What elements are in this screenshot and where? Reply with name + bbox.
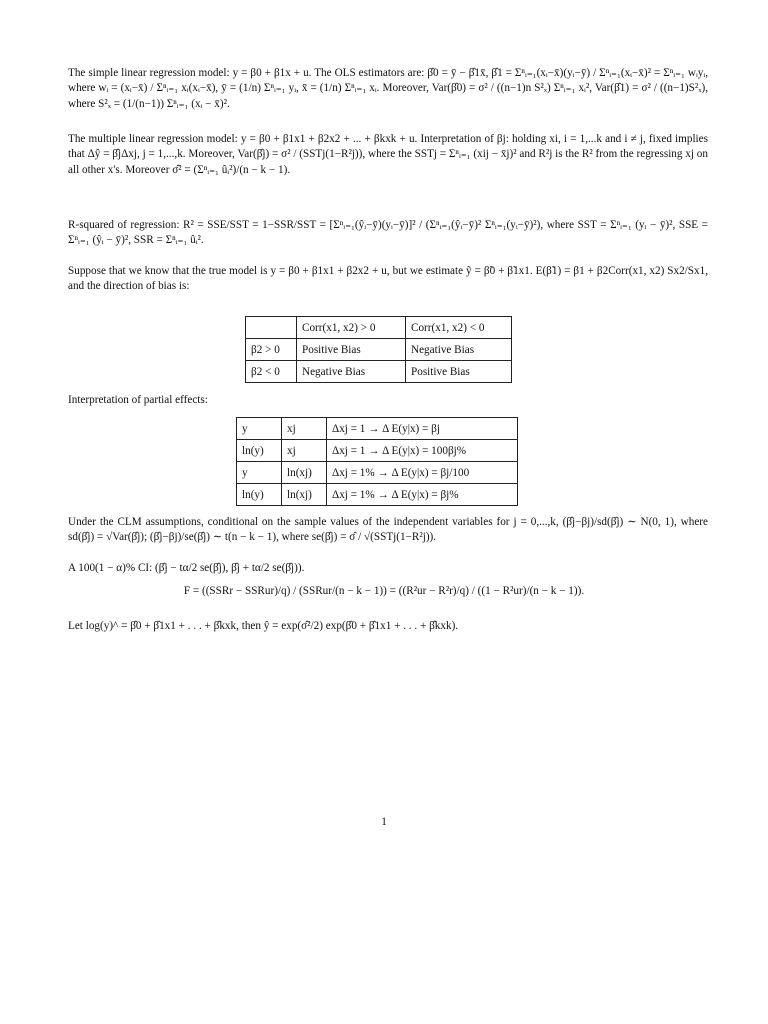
slr-text: The simple linear regression model: y = β0 + β1x + u. The OLS estimators are: β̂0 = ȳ − β̂1x̄, β̂1 = Σⁿᵢ₌₁(xᵢ−x̄)(yᵢ−ȳ) / Σⁿᵢ₌₁(xᵢ−x̄)² = Σⁿᵢ₌₁ wᵢyᵢ, where wᵢ = (xᵢ−x̄) / Σⁿᵢ₌₁ xᵢ(xᵢ−x̄), ȳ = (1/n) Σⁿᵢ₌₁ yᵢ, x̄ = (1/n) Σⁿᵢ₌₁ xᵢ. Moreover, Var(β̂0) = σ² / ((n−1)n S²ₓ) Σⁿᵢ₌₁ xᵢ², Var(β̂1) = σ² / ((n−1)S²ₓ), where S²ₓ = (1/(n−1)) Σⁿᵢ₌₁ (xᵢ − x̄)².	[68, 67, 708, 110]
page-number: 1	[381, 816, 387, 828]
table-cell: Δxj = 1% → Δ E(y|x) = βj/100	[327, 462, 518, 484]
table-cell: Negative Bias	[297, 361, 406, 383]
f-statistic-text: F = ((SSRr − SSRur)/q) / (SSRur/(n − k − 1)) = ((R²ur − R²r)/q) / ((1 − R²ur)/(n − k − 1)).	[183, 585, 585, 597]
table-cell: ln(xj)	[282, 484, 327, 506]
clm-paragraph	[68, 515, 708, 546]
table-cell	[246, 317, 297, 339]
table-cell: Positive Bias	[406, 361, 512, 383]
log-prediction-text: Let log(y)^ = β̂0 + β̂1x1 + . . . + β̂kxk, then ŷ = exp(σ̂²/2) exp(β̂0 + β̂1x1 + . . . + β̂kxk).	[68, 620, 459, 632]
table-cell: Negative Bias	[406, 339, 512, 361]
table-cell: Δxj = 1 → Δ E(y|x) = βj	[327, 418, 518, 440]
table-cell: ln(y)	[237, 440, 282, 462]
table-cell: Corr(x1, x2) > 0	[297, 317, 406, 339]
bias-direction-table	[245, 316, 512, 383]
table-cell: xj	[282, 440, 327, 462]
table-cell: Δxj = 1 → Δ E(y|x) = 100βj%	[327, 440, 518, 462]
table-cell: y	[237, 418, 282, 440]
table-cell: Δxj = 1% → Δ E(y|x) = βj%	[327, 484, 518, 506]
confidence-interval-text: A 100(1 − α)% CI: (β̂j − tα/2 se(β̂j), β̂j + tα/2 se(β̂j)).	[68, 562, 305, 574]
table-cell: Corr(x1, x2) < 0	[406, 317, 512, 339]
table-row	[237, 418, 518, 440]
table-cell: β2 > 0	[246, 339, 297, 361]
table-cell: ln(xj)	[282, 462, 327, 484]
omitted-variable-text: Suppose that we know that the true model is y = β0 + β1x1 + β2x2 + u, but we estimate ỹ = β̃0 + β̃1x1. E(β̃1) = β1 + β2Corr(x1, x2) Sx2/Sx1, and the direction of bias is:	[68, 265, 708, 293]
log-prediction-paragraph	[68, 619, 708, 634]
table-row	[237, 440, 518, 462]
table-row	[237, 462, 518, 484]
confidence-interval-line	[68, 561, 708, 576]
table-row	[246, 361, 512, 383]
rsquared-paragraph	[68, 218, 708, 249]
table-cell: ln(y)	[237, 484, 282, 506]
table-row	[246, 339, 512, 361]
mlr-paragraph	[68, 132, 708, 178]
table-row	[246, 317, 512, 339]
partial-effects-heading	[68, 393, 708, 408]
slr-paragraph	[68, 66, 708, 112]
table-cell: y	[237, 462, 282, 484]
omitted-variable-paragraph	[68, 264, 708, 295]
rsquared-text: R-squared of regression: R² = SSE/SST = 1−SSR/SST = [Σⁿᵢ₌₁(ŷᵢ−ȳ)(yᵢ−ȳ)]² / (Σⁿᵢ₌₁(ŷᵢ−ȳ)² Σⁿᵢ₌₁(yᵢ−ȳ)²), where SST = Σⁿᵢ₌₁ (yᵢ − ȳ)², SSE = Σⁿᵢ₌₁ (ŷᵢ − ȳ)², SSR = Σⁿᵢ₌₁ ûᵢ².	[68, 219, 708, 247]
table-cell: β2 < 0	[246, 361, 297, 383]
f-statistic-equation	[0, 585, 768, 597]
clm-text: Under the CLM assumptions, conditional on the sample values of the independent variables for j = 0,...,k, (β̂j−βj)/sd(β̂j) ∼ N(0, 1), where sd(β̂j) = √Var(β̂j); (β̂j−βj)/se(β̂j) ∼ t(n − k − 1), where se(β̂j) = σ̂ / √(SSTj(1−R²j)).	[68, 516, 708, 544]
partial-effects-title: Interpretation of partial effects:	[68, 394, 208, 406]
mlr-text: The multiple linear regression model: y = β0 + β1x1 + β2x2 + ... + βkxk + u. Interpretation of βj: holding xi, i = 1,...k and i ≠ j, fixed implies that Δŷ = β̂jΔxj, j = 1,...,k. Moreover, Var(β̂j) = σ² / (SSTj(1−R²j)), where the SSTj = Σⁿᵢ₌₁ (xij − x̄j)² and R²j is the R² from the regressing xj on all other x's. Moreover σ̂² = (Σⁿᵢ₌₁ ûᵢ²)/(n − k − 1).	[68, 133, 708, 176]
partial-effects-table	[236, 417, 518, 506]
table-cell: xj	[282, 418, 327, 440]
table-cell: Positive Bias	[297, 339, 406, 361]
table-row	[237, 484, 518, 506]
